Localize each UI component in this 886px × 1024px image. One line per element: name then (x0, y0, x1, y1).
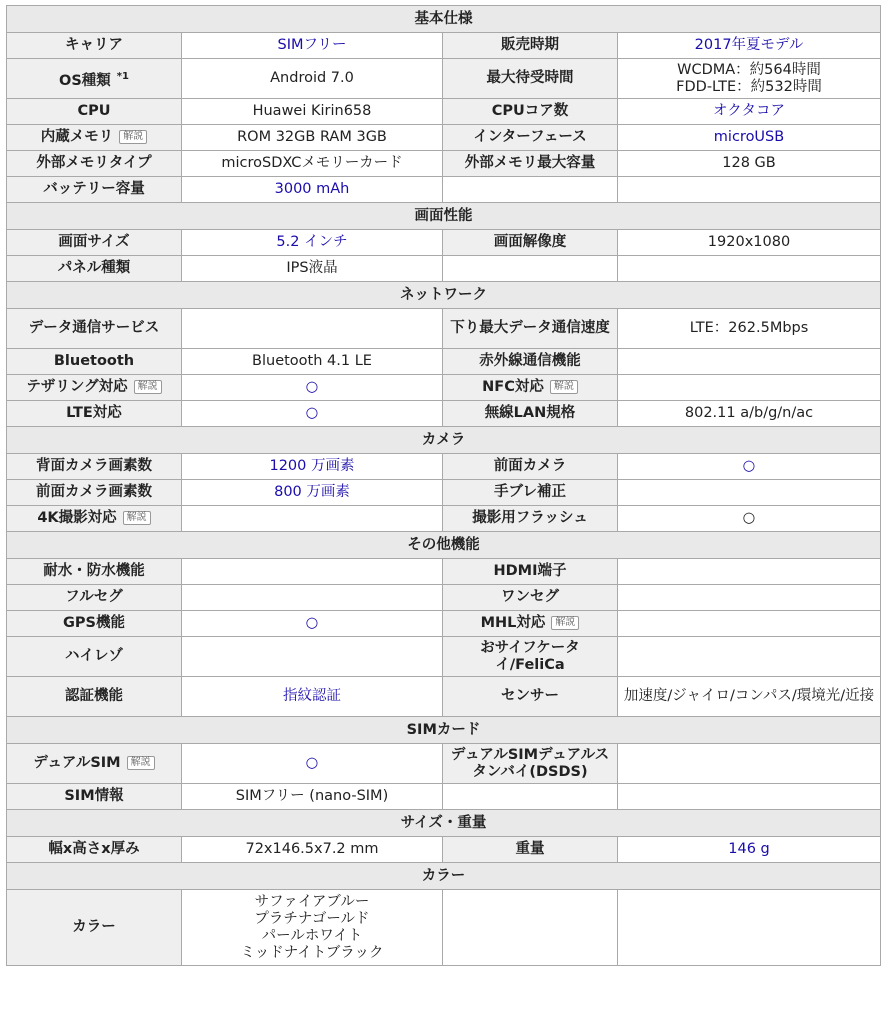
wlan-label: 無線LAN規格 (443, 401, 618, 427)
stabilizer-label: 手ブレ補正 (443, 480, 618, 506)
dual-sim-link[interactable]: ○ (305, 755, 319, 771)
data-service-value (182, 309, 443, 349)
screen-size-label: 画面サイズ (7, 230, 182, 256)
hires-value (182, 637, 443, 677)
battery-label: バッテリー容量 (7, 177, 182, 203)
gps-label: GPS機能 (7, 611, 182, 637)
flash-label: 撮影用フラッシュ (443, 506, 618, 532)
infrared-label: 赤外線通信機能 (443, 349, 618, 375)
front-cam-link[interactable]: ○ (742, 458, 756, 474)
k4-label: 4K撮影対応 (37, 510, 117, 526)
k4-value (182, 506, 443, 532)
ext-type-label: 外部メモリタイプ (7, 151, 182, 177)
memory-label-cell (7, 125, 182, 151)
resolution-label: 画面解像度 (443, 230, 618, 256)
auth-link[interactable]: 指紋認証 (283, 688, 341, 704)
dsds-value (618, 744, 881, 784)
cpu-value: Huawei Kirin658 (182, 99, 443, 125)
front-px-label: 前面カメラ画素数 (7, 480, 182, 506)
os-footnote: *1 (116, 70, 129, 82)
carrier-link[interactable]: SIMフリー (277, 37, 347, 53)
oneseg-label: ワンセグ (443, 585, 618, 611)
standby-wcdma: WCDMA：約564時間 (677, 61, 821, 78)
lte-label: LTE対応 (7, 401, 182, 427)
empty-cell (618, 256, 881, 282)
weight-link[interactable]: 146 g (728, 841, 770, 857)
flash-value: ○ (618, 506, 881, 532)
color-values (182, 890, 443, 966)
max-down-label: 下り最大データ通信速度 (443, 309, 618, 349)
weight-label: 重量 (443, 837, 618, 863)
dual-sim-label-cell (7, 744, 182, 784)
color-label: カラー (7, 890, 182, 966)
section-header-screen: 画面性能 (7, 203, 881, 230)
lte-link[interactable]: ○ (305, 405, 319, 421)
sim-info-label: SIM情報 (7, 784, 182, 810)
interface-link[interactable]: microUSB (713, 129, 785, 145)
os-value: Android 7.0 (182, 59, 443, 99)
sensor-value: 加速度/ジャイロ/コンパス/環境光/近接 (618, 677, 881, 717)
color-item: プラチナゴールド (254, 910, 370, 927)
tethering-kaisetsu-button[interactable]: 解説 (134, 380, 162, 394)
rear-px-label: 背面カメラ画素数 (7, 454, 182, 480)
color-item: ミッドナイトブラック (240, 944, 384, 961)
dims-value: 72x146.5x7.2 mm (182, 837, 443, 863)
ext-type-value: microSDXCメモリーカード (182, 151, 443, 177)
section-header-size: サイズ・重量 (7, 810, 881, 837)
ext-max-value: 128 GB (618, 151, 881, 177)
bluetooth-value: Bluetooth 4.1 LE (182, 349, 443, 375)
section-header-network: ネットワーク (7, 282, 881, 309)
release-link[interactable]: 2017年夏モデル (694, 37, 804, 53)
section-header-color: カラー (7, 863, 881, 890)
k4-kaisetsu-button[interactable]: 解説 (123, 511, 151, 525)
nfc-label: NFC対応 (482, 379, 544, 395)
section-header-camera: カメラ (7, 427, 881, 454)
sensor-label: センサー (443, 677, 618, 717)
k4-label-cell (7, 506, 182, 532)
sim-info-value: SIMフリー (nano-SIM) (182, 784, 443, 810)
front-px-link[interactable]: 800 万画素 (274, 484, 350, 500)
memory-kaisetsu-button[interactable]: 解説 (119, 130, 147, 144)
standby-lte: FDD-LTE：約532時間 (676, 78, 822, 95)
memory-value: ROM 32GB RAM 3GB (182, 125, 443, 151)
felica-value (618, 637, 881, 677)
infrared-value (618, 349, 881, 375)
interface-label: インターフェース (443, 125, 618, 151)
tethering-label-cell (7, 375, 182, 401)
auth-label: 認証機能 (7, 677, 182, 717)
fullseg-label: フルセグ (7, 585, 182, 611)
mhl-value (618, 611, 881, 637)
os-label: OS種類 (59, 72, 111, 89)
screen-size-link[interactable]: 5.2 インチ (276, 234, 348, 250)
dual-sim-label: デュアルSIM (33, 755, 121, 771)
empty-cell (618, 890, 881, 966)
os-label-cell (7, 59, 182, 99)
rear-px-link[interactable]: 1200 万画素 (269, 458, 355, 474)
tethering-link[interactable]: ○ (305, 379, 319, 395)
tethering-label: テザリング対応 (26, 379, 128, 395)
front-cam-label: 前面カメラ (443, 454, 618, 480)
color-item: サファイアブルー (254, 893, 370, 910)
resolution-value: 1920x1080 (618, 230, 881, 256)
waterproof-label: 耐水・防水機能 (7, 559, 182, 585)
waterproof-value (182, 559, 443, 585)
mhl-label: MHL対応 (480, 615, 546, 631)
nfc-kaisetsu-button[interactable]: 解説 (550, 380, 578, 394)
empty-cell (618, 784, 881, 810)
nfc-label-cell (443, 375, 618, 401)
hdmi-value (618, 559, 881, 585)
hdmi-label: HDMI端子 (443, 559, 618, 585)
panel-label: パネル種類 (7, 256, 182, 282)
empty-cell (443, 784, 618, 810)
empty-cell (443, 890, 618, 966)
release-label: 販売時期 (443, 33, 618, 59)
empty-cell (443, 256, 618, 282)
memory-label: 内蔵メモリ (40, 129, 114, 145)
hires-label: ハイレゾ (7, 637, 182, 677)
section-header-sim: SIMカード (7, 717, 881, 744)
mhl-label-cell (443, 611, 618, 637)
empty-cell (443, 177, 618, 203)
gps-link[interactable]: ○ (305, 615, 319, 631)
spec-table (6, 5, 881, 966)
fullseg-value (182, 585, 443, 611)
battery-link[interactable]: 3000 mAh (274, 181, 350, 197)
felica-label: おサイフケータイ/FeliCa (443, 637, 618, 677)
cores-label: CPUコア数 (443, 99, 618, 125)
max-down-value: LTE：262.5Mbps (618, 309, 881, 349)
mhl-kaisetsu-button[interactable]: 解説 (551, 616, 579, 630)
ext-max-label: 外部メモリ最大容量 (443, 151, 618, 177)
wlan-value: 802.11 a/b/g/n/ac (618, 401, 881, 427)
stabilizer-value (618, 480, 881, 506)
data-service-label: データ通信サービス (7, 309, 182, 349)
dual-sim-kaisetsu-button[interactable]: 解説 (127, 756, 155, 770)
dims-label: 幅x高さx厚み (7, 837, 182, 863)
section-header-basic: 基本仕様 (7, 6, 881, 33)
bluetooth-label: Bluetooth (7, 349, 182, 375)
nfc-value (618, 375, 881, 401)
cpu-label: CPU (7, 99, 182, 125)
panel-value: IPS液晶 (182, 256, 443, 282)
oneseg-value (618, 585, 881, 611)
standby-value (618, 59, 881, 99)
standby-label: 最大待受時間 (443, 59, 618, 99)
dsds-label: デュアルSIMデュアルスタンバイ(DSDS) (443, 744, 618, 784)
color-item: パールホワイト (261, 927, 363, 944)
cores-link[interactable]: オクタコア (713, 103, 785, 119)
carrier-label: キャリア (7, 33, 182, 59)
empty-cell (618, 177, 881, 203)
section-header-other: その他機能 (7, 532, 881, 559)
